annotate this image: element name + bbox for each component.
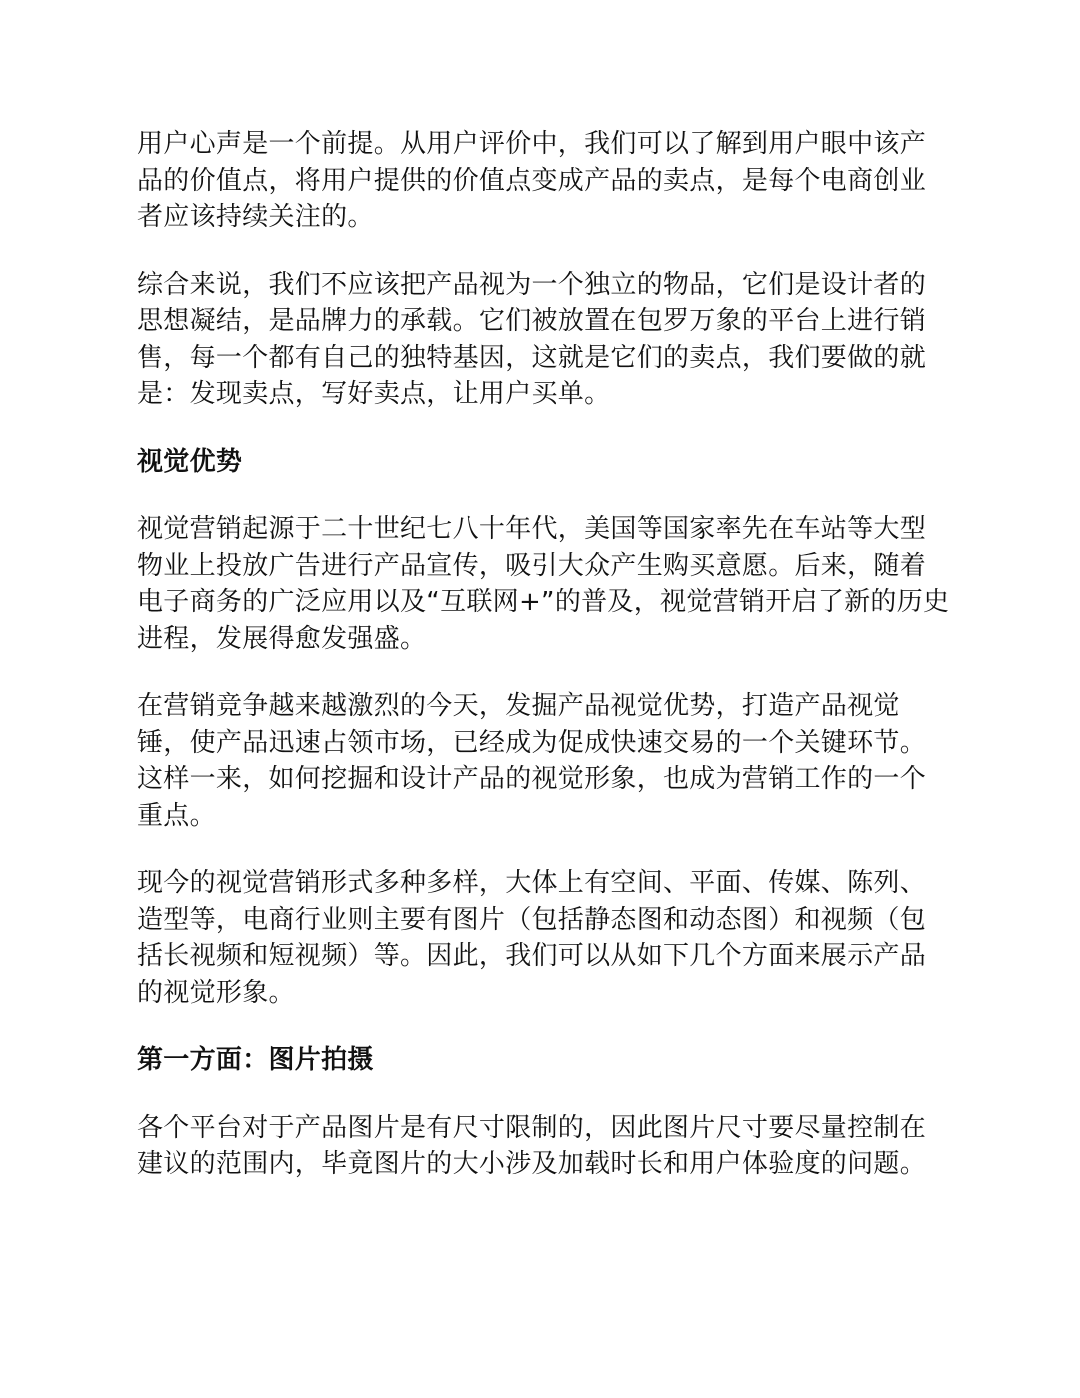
paragraph-line: 各个平台对于产品图片是有尺寸限制的，因此图片尺寸要尽量控制在: [137, 1112, 927, 1143]
paragraph-line: 是：发现卖点，写好卖点，让用户买单。: [137, 379, 611, 409]
paragraph-line: 用户心声是一个前提。从用户评价中，我们可以了解到用户眼中该产: [137, 129, 927, 159]
paragraph-line: 视觉营销起源于二十世纪七八十年代，美国等国家率先在车站等大型: [137, 514, 927, 544]
paragraph-line: 综合来说，我们不应该把产品视为一个独立的物品，它们是设计者的: [137, 269, 927, 300]
paragraph-line: 锤，使产品迅速占领市场，已经成为促成快速交易的一个关键环节。: [137, 727, 927, 758]
paragraph-line: 的视觉形象。: [137, 977, 295, 1008]
paragraph-line: 进程，发展得愈发强盛。: [137, 623, 427, 654]
paragraph-forms: [137, 865, 937, 1011]
paragraph-visual-marketing-origin: [137, 511, 950, 657]
paragraph-line: 这样一来，如何挖掘和设计产品的视觉形象，也成为营销工作的一个: [137, 764, 927, 794]
paragraph-line: 在营销竞争越来越激烈的今天，发掘产品视觉优势，打造产品视觉: [137, 691, 900, 721]
section-heading-photo-shooting: 第一方面：图片拍摄: [137, 1045, 374, 1075]
paragraph-line: 括长视频和短视频）等。因此，我们可以从如下几个方面来展示产品: [137, 941, 927, 971]
paragraph-summary: [137, 267, 937, 413]
paragraph-line: 品的价值点，将用户提供的价值点变成产品的卖点，是每个电商创业: [137, 165, 927, 196]
article-body: [137, 126, 950, 1183]
paragraph-line: 电子商务的广泛应用以及“互联网+”的普及，视觉营销开启了新的历史: [137, 587, 950, 617]
paragraph-line: 重点。: [137, 800, 216, 831]
paragraph-line: 物业上投放广告进行产品宣传，吸引大众产生购买意愿。后来，随着: [137, 550, 927, 581]
paragraph-line: 思想凝结，是品牌力的承载。它们被放置在包罗万象的平台上进行销: [137, 306, 927, 336]
paragraph-user-voice: [137, 126, 937, 236]
paragraph-line: 建议的范围内，毕竟图片的大小涉及加载时长和用户体验度的问题。: [137, 1149, 927, 1179]
paragraph-line: 者应该持续关注的。: [137, 202, 374, 232]
paragraph-competition: [137, 688, 937, 834]
paragraph-image-size: [137, 1110, 937, 1183]
paragraph-line: 现今的视觉营销形式多种多样，大体上有空间、平面、传媒、陈列、: [137, 868, 927, 898]
section-heading-visual-advantage: 视觉优势: [137, 446, 243, 477]
paragraph-line: 售，每一个都有自己的独特基因，这就是它们的卖点，我们要做的就: [137, 342, 927, 373]
paragraph-line: 造型等，电商行业则主要有图片（包括静态图和动态图）和视频（包: [137, 904, 927, 935]
